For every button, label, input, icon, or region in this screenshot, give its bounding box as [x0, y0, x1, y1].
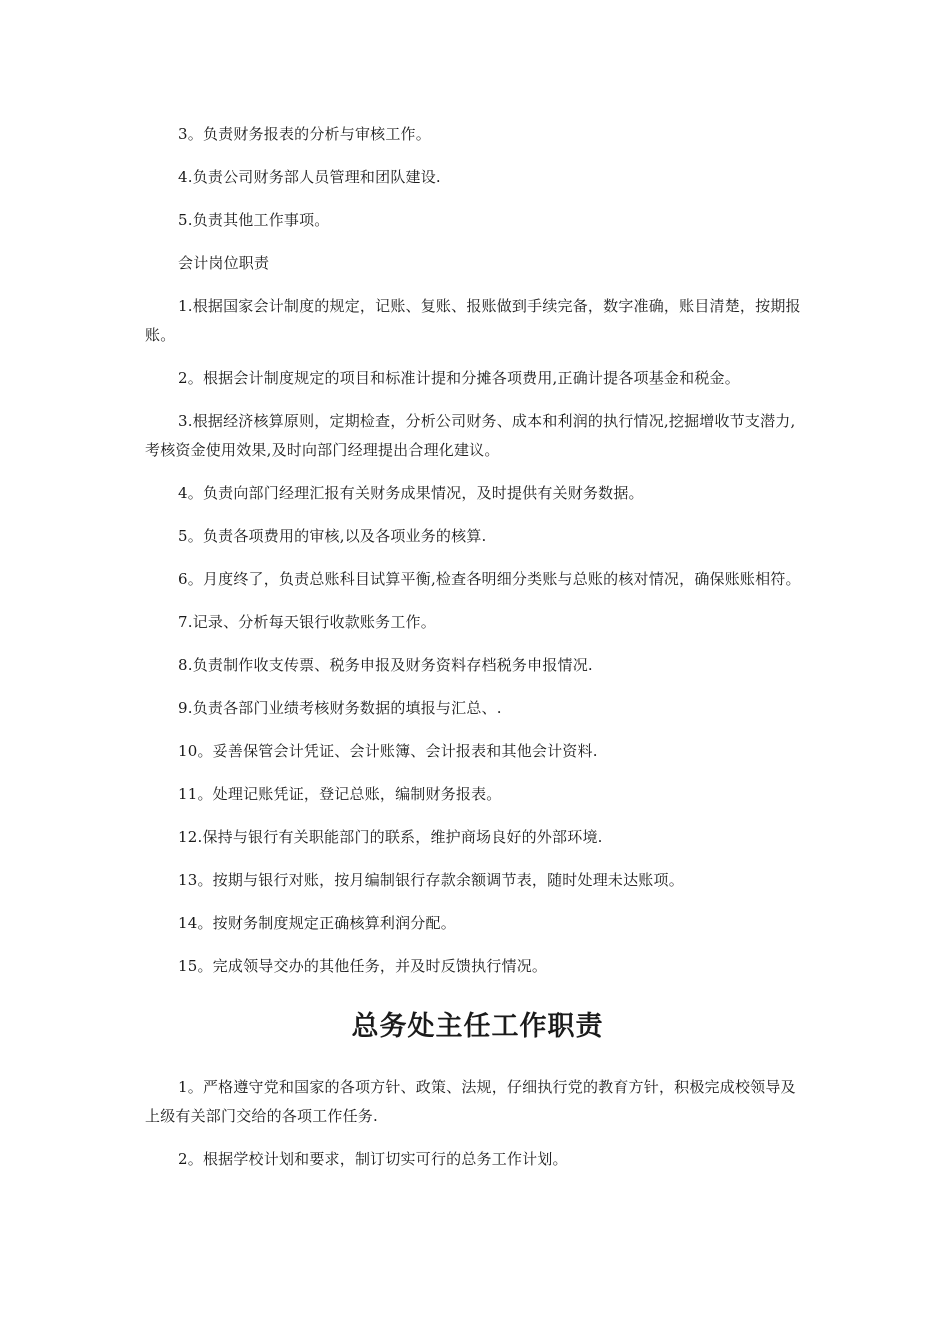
- paragraph: 12.保持与银行有关职能部门的联系，维护商场良好的外部环境.: [178, 828, 603, 846]
- paragraph: 15。完成领导交办的其他任务，并及时反馈执行情况。: [178, 957, 548, 975]
- document-body: [145, 120, 810, 1174]
- section-title: 会计岗位职责: [178, 254, 270, 272]
- paragraph: 4。负责向部门经理汇报有关财务成果情况，及时提供有关财务数据。: [178, 484, 644, 502]
- paragraph: 6。月度终了，负责总账科目试算平衡,检查各明细分类账与总账的核对情况，确保账账相符。: [178, 570, 801, 588]
- paragraph: 2。根据学校计划和要求，制订切实可行的总务工作计划。: [178, 1150, 568, 1168]
- paragraph: 5.负责其他工作事项。: [178, 211, 330, 229]
- paragraph: 8.负责制作收支传票、税务申报及财务资料存档税务申报情况.: [178, 656, 593, 674]
- paragraph: 2。根据会计制度规定的项目和标准计提和分摊各项费用,正确计提各项基金和税金。: [178, 369, 740, 387]
- paragraph: 5。负责各项费用的审核,以及各项业务的核算.: [178, 527, 487, 545]
- paragraph: 3.根据经济核算原则，定期检查，分析公司财务、成本和利润的执行情况,挖掘增收节支潜力,考核资金使用效果,及时向部门经理提出合理化建议。: [145, 412, 796, 459]
- paragraph: 3。负责财务报表的分析与审核工作。: [178, 125, 431, 143]
- section-heading: 总务处主任工作职责: [351, 1011, 604, 1042]
- paragraph: 11。处理记账凭证，登记总账，编制财务报表。: [178, 785, 502, 803]
- paragraph: 4.负责公司财务部人员管理和团队建设.: [178, 168, 441, 186]
- paragraph: 9.负责各部门业绩考核财务数据的填报与汇总、.: [178, 699, 502, 717]
- paragraph: 7.记录、分析每天银行收款账务工作。: [178, 613, 436, 631]
- paragraph: 1。严格遵守党和国家的各项方针、政策、法规，仔细执行党的教育方针，积极完成校领导及上级有关部门交给的各项工作任务.: [145, 1078, 796, 1125]
- paragraph: 10。妥善保管会计凭证、会计账簿、会计报表和其他会计资料.: [178, 742, 598, 760]
- paragraph: 1.根据国家会计制度的规定，记账、复账、报账做到手续完备，数字准确，账目清楚，按期报账。: [145, 297, 801, 344]
- paragraph: 14。按财务制度规定正确核算利润分配。: [178, 914, 456, 932]
- paragraph: 13。按期与银行对账，按月编制银行存款余额调节表，随时处理未达账项。: [178, 871, 684, 889]
